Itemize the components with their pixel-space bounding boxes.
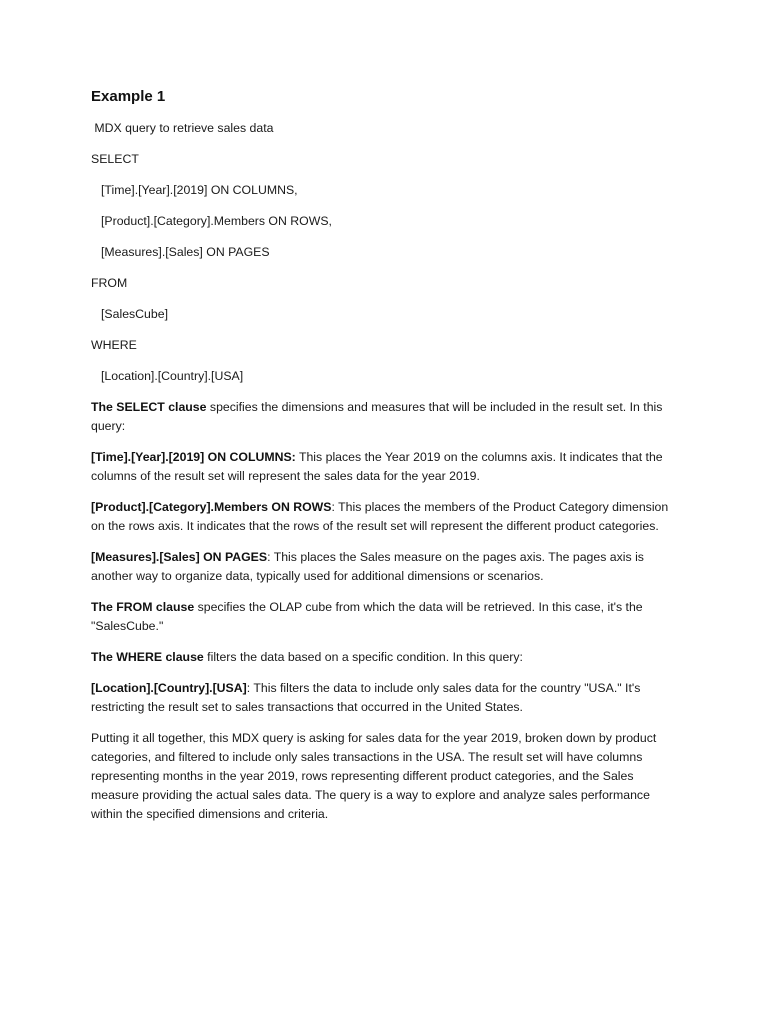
paragraph-time-on-columns-bold: [Time].[Year].[2019] ON COLUMNS: — [91, 450, 296, 464]
paragraph-where-clause — [91, 648, 680, 667]
paragraph-where-clause-bold: The WHERE clause — [91, 650, 204, 664]
query-line-location-usa: [Location].[Country].[USA] — [101, 369, 244, 383]
query-line-product-on-rows: [Product].[Category].Members ON ROWS, — [101, 214, 332, 228]
paragraph-measures-on-pages-text: : This places the Sales measure on the pages axis. The pages axis is another way to organize data, typically used for additional dimensions or scenarios. — [91, 550, 644, 583]
paragraph-select-clause-bold: The SELECT clause — [91, 400, 207, 414]
paragraph-from-clause-bold: The FROM clause — [91, 600, 195, 614]
paragraph-product-on-rows-bold: [Product].[Category].Members ON ROWS — [91, 500, 332, 514]
query-line-from: FROM — [91, 276, 128, 290]
paragraph-select-clause — [91, 398, 680, 436]
paragraph-time-on-columns-text: This places the Year 2019 on the columns axis. It indicates that the columns of the result set will represent the sales data for the year 2019. — [91, 450, 663, 483]
query-line-where: WHERE — [91, 338, 137, 352]
paragraph-time-on-columns — [91, 448, 680, 486]
document-heading: Example 1 — [91, 88, 166, 105]
paragraph-location-usa-bold: [Location].[Country].[USA] — [91, 681, 247, 695]
paragraph-from-clause-text: specifies the OLAP cube from which the data will be retrieved. In this case, it's the "SalesCube." — [91, 600, 643, 633]
paragraph-where-clause-text: filters the data based on a specific condition. In this query: — [203, 650, 523, 664]
paragraph-location-usa-text: : This filters the data to include only sales data for the country "USA." It's restricting the result set to sales transactions that occurred in the United States. — [91, 681, 641, 714]
paragraph-product-on-rows — [91, 498, 680, 536]
paragraph-summary-text: Putting it all together, this MDX query is asking for sales data for the year 2019, broken down by product categories, and filtered to include only sales transactions in the USA. The result set will have columns representing months in the year 2019, rows representing different product categories, and the Sales measure providing the actual sales data. The query is a way to explore and analyze sales performance within the specified dimensions and criteria. — [91, 731, 657, 821]
query-line-select: SELECT — [91, 152, 139, 166]
query-line-measures-on-pages: [Measures].[Sales] ON PAGES — [101, 245, 270, 259]
document-subtitle: MDX query to retrieve sales data — [91, 121, 274, 135]
query-line-time-on-columns: [Time].[Year].[2019] ON COLUMNS, — [101, 183, 298, 197]
paragraph-measures-on-pages-bold: [Measures].[Sales] ON PAGES — [91, 550, 268, 564]
paragraph-select-clause-text: specifies the dimensions and measures that will be included in the result set. In this query: — [91, 400, 663, 433]
paragraph-measures-on-pages — [91, 548, 680, 586]
paragraph-summary — [91, 729, 680, 824]
query-line-salescube: [SalesCube] — [101, 307, 168, 321]
paragraph-from-clause — [91, 598, 680, 636]
paragraph-product-on-rows-text: : This places the members of the Product Category dimension on the rows axis. It indicates that the rows of the result set will represent the different product categories. — [91, 500, 669, 533]
paragraph-location-usa — [91, 679, 680, 717]
